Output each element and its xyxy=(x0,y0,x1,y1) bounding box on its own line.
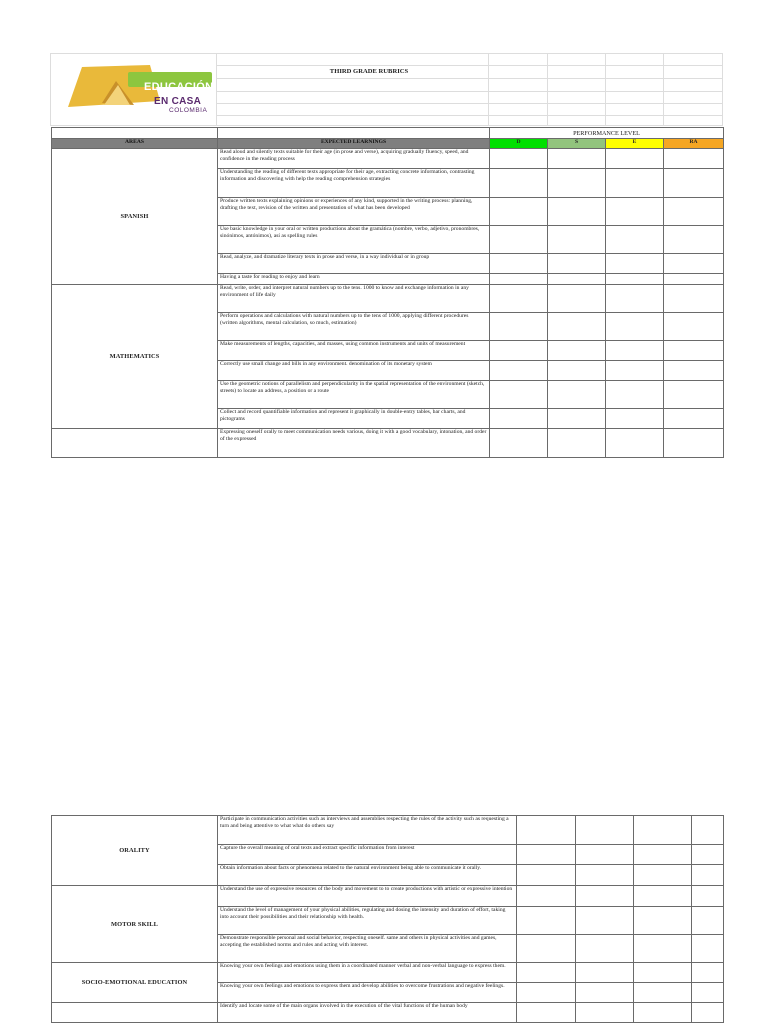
level-cell[interactable] xyxy=(548,169,606,198)
level-cell[interactable] xyxy=(517,886,576,907)
level-cell[interactable] xyxy=(606,341,664,361)
level-d-header: D xyxy=(490,139,548,149)
level-cell[interactable] xyxy=(664,285,724,313)
level-cell[interactable] xyxy=(664,361,724,381)
level-cell[interactable] xyxy=(664,429,724,458)
level-cell[interactable] xyxy=(548,429,606,458)
level-cell[interactable] xyxy=(692,983,724,1003)
level-cell[interactable] xyxy=(606,313,664,341)
level-cell[interactable] xyxy=(634,935,692,963)
level-cell[interactable] xyxy=(634,983,692,1003)
table-row xyxy=(52,963,724,983)
level-cell[interactable] xyxy=(490,381,548,409)
learning-cell: Identify and locate some of the main organs involved in the execution of the vital functions of the human body xyxy=(218,1003,517,1023)
area-mathematics: MATHEMATICS xyxy=(52,285,218,429)
table-row xyxy=(52,285,724,313)
level-cell[interactable] xyxy=(606,274,664,285)
level-cell[interactable] xyxy=(576,865,634,886)
performance-level-label: PERFORMANCE LEVEL xyxy=(490,128,724,139)
level-cell[interactable] xyxy=(548,361,606,381)
learning-cell: Knowing your own feelings and emotions using them in a coordinated manner verbal and non-verbal language to express them. xyxy=(218,963,517,983)
table-row xyxy=(52,886,724,907)
level-cell[interactable] xyxy=(664,274,724,285)
level-ra-header: RA xyxy=(664,139,724,149)
level-cell[interactable] xyxy=(692,963,724,983)
level-cell[interactable] xyxy=(634,865,692,886)
area-orality: ORALITY xyxy=(52,816,218,886)
learning-cell: Demonstrate responsible personal and social behavior, respecting oneself. same and others in physical activities and games, accepting the established norms and rules and acting with interest. xyxy=(218,935,517,963)
level-cell[interactable] xyxy=(548,274,606,285)
learning-cell: Use the geometric notions of parallelism and perpendicularity in the spatial representation of the environment (sketch, streets) to locate an address, a position or a route xyxy=(218,381,490,409)
level-cell[interactable] xyxy=(490,198,548,226)
rubric-table-1 xyxy=(51,127,724,458)
blank-cell xyxy=(52,128,218,139)
level-cell[interactable] xyxy=(517,907,576,935)
logo-line-1: EDUCACIÓN xyxy=(144,81,214,93)
area-motor-skill: MOTOR SKILL xyxy=(52,886,218,963)
level-cell[interactable] xyxy=(490,429,548,458)
level-cell[interactable] xyxy=(606,285,664,313)
area-blank xyxy=(52,429,218,458)
level-cell[interactable] xyxy=(548,254,606,274)
level-cell[interactable] xyxy=(548,226,606,254)
level-cell[interactable] xyxy=(576,983,634,1003)
table-row xyxy=(52,429,724,458)
level-cell[interactable] xyxy=(606,254,664,274)
level-cell[interactable] xyxy=(664,341,724,361)
level-cell[interactable] xyxy=(517,865,576,886)
level-cell[interactable] xyxy=(517,935,576,963)
learning-cell: Use basic knowledge in your oral or written productions about the gramática (nombre, verbo, adjetivo, pronombres, sinónimos, antónimos), así as spelling rules xyxy=(218,226,490,254)
learning-cell: Perform operations and calculations with natural numbers up to the tens of 1000, applying different procedures (written algorithms, mental calculation, so much, estimation) xyxy=(218,313,490,341)
rubric-table-2 xyxy=(51,815,724,1023)
level-cell[interactable] xyxy=(490,341,548,361)
learning-cell: Collect and record quantifiable information and represent it graphically in double-entry tables, bar charts, and pictograms xyxy=(218,409,490,429)
table-row xyxy=(52,816,724,845)
level-cell[interactable] xyxy=(606,149,664,169)
level-cell[interactable] xyxy=(576,845,634,865)
level-cell[interactable] xyxy=(664,313,724,341)
level-cell[interactable] xyxy=(692,845,724,865)
level-cell[interactable] xyxy=(548,381,606,409)
level-cell[interactable] xyxy=(606,429,664,458)
level-cell[interactable] xyxy=(490,254,548,274)
area-socio-emotional: SOCIO-EMOTIONAL EDUCATION xyxy=(52,963,218,1003)
level-cell[interactable] xyxy=(606,198,664,226)
logo-line-3: COLOMBIA xyxy=(169,107,208,114)
level-cell[interactable] xyxy=(692,886,724,907)
learning-cell: Read, write, order, and interpret natural numbers up to the tens. 1000 to know and exchange information in any environment of life daily xyxy=(218,285,490,313)
level-cell[interactable] xyxy=(664,409,724,429)
level-cell[interactable] xyxy=(606,169,664,198)
learning-cell: Understand the level of management of your physical abilities, regulating and dosing the intensity and duration of effort, taking into account their possibilities and their relationship with health. xyxy=(218,907,517,935)
level-cell[interactable] xyxy=(490,274,548,285)
level-cell[interactable] xyxy=(634,963,692,983)
level-cell[interactable] xyxy=(664,254,724,274)
level-cell[interactable] xyxy=(664,149,724,169)
learning-cell: Correctly use small change and bills in any environment. denomination of its monetary system xyxy=(218,361,490,381)
logo-line-2: EN CASA xyxy=(154,96,202,107)
blank-cell xyxy=(218,128,490,139)
level-cell[interactable] xyxy=(692,865,724,886)
level-cell[interactable] xyxy=(490,313,548,341)
level-cell[interactable] xyxy=(576,816,634,845)
level-cell[interactable] xyxy=(517,816,576,845)
performance-header-row xyxy=(52,128,724,139)
level-cell[interactable] xyxy=(576,886,634,907)
level-cell[interactable] xyxy=(634,886,692,907)
level-cell[interactable] xyxy=(664,169,724,198)
level-cell[interactable] xyxy=(490,409,548,429)
level-s-header: S xyxy=(548,139,606,149)
learning-cell: Obtain information about facts or phenomena related to the natural environment being able to communicate it orally. xyxy=(218,865,517,886)
level-cell[interactable] xyxy=(634,845,692,865)
level-cell[interactable] xyxy=(490,149,548,169)
column-header-row xyxy=(52,139,724,149)
table-row xyxy=(52,149,724,169)
level-cell[interactable] xyxy=(692,935,724,963)
areas-column-header: AREAS xyxy=(52,139,218,149)
level-cell[interactable] xyxy=(634,907,692,935)
area-blank xyxy=(52,1003,218,1023)
rubric-header xyxy=(50,53,723,126)
level-cell[interactable] xyxy=(576,963,634,983)
level-cell[interactable] xyxy=(606,226,664,254)
table-row xyxy=(52,1003,724,1023)
level-cell[interactable] xyxy=(664,381,724,409)
level-cell[interactable] xyxy=(606,381,664,409)
learning-cell: Having a taste for reading to enjoy and learn xyxy=(218,274,490,285)
learning-cell: Participate in communication activities such as interviews and assemblies respecting the rules of the activity such as requesting a turn and being attentive to what what do others say xyxy=(218,816,517,845)
level-cell[interactable] xyxy=(517,845,576,865)
level-cell[interactable] xyxy=(692,816,724,845)
learnings-column-header: EXPECTED LEARNINGS xyxy=(218,139,490,149)
level-cell[interactable] xyxy=(548,198,606,226)
level-cell[interactable] xyxy=(548,409,606,429)
area-spanish: SPANISH xyxy=(52,149,218,285)
level-cell[interactable] xyxy=(692,907,724,935)
level-cell[interactable] xyxy=(548,313,606,341)
level-cell[interactable] xyxy=(576,1003,634,1023)
level-cell[interactable] xyxy=(634,816,692,845)
level-cell[interactable] xyxy=(576,907,634,935)
learning-cell: Capture the overall meaning of oral texts and extract specific information from interest xyxy=(218,845,517,865)
level-cell[interactable] xyxy=(606,409,664,429)
page-title: THIRD GRADE RUBRICS xyxy=(329,68,409,75)
learning-cell: Make measurements of lengths, capacities, and masses, using common instruments and units of measurement xyxy=(218,341,490,361)
learning-cell: Knowing your own feelings and emotions to express them and develop abilities to overcome frustrations and negative feelings. xyxy=(218,983,517,1003)
level-cell[interactable] xyxy=(606,361,664,381)
level-cell[interactable] xyxy=(576,935,634,963)
level-cell[interactable] xyxy=(490,361,548,381)
level-cell[interactable] xyxy=(548,341,606,361)
level-cell[interactable] xyxy=(490,285,548,313)
educacion-en-casa-logo xyxy=(64,63,214,114)
level-cell[interactable] xyxy=(664,226,724,254)
learning-cell: Produce written texts explaining opinions or experiences of any kind, supported in the writing process: planning, drafting the text, revision of the written and presentation of what has been developed xyxy=(218,198,490,226)
learning-cell: Understanding the reading of different texts appropriate for their age, extracting concrete information, contrasting information and discovering with help the reading comprehension strategies xyxy=(218,169,490,198)
level-cell[interactable] xyxy=(634,1003,692,1023)
level-e-header: E xyxy=(606,139,664,149)
level-cell[interactable] xyxy=(692,1003,724,1023)
learning-cell: Expressing oneself orally to meet communication needs various, doing it with a good vocabulary, intonation, and order of the expressed xyxy=(218,429,490,458)
level-cell[interactable] xyxy=(517,1003,576,1023)
level-cell[interactable] xyxy=(548,149,606,169)
level-cell[interactable] xyxy=(548,285,606,313)
learning-cell: Read, analyze, and dramatize literary texts in prose and verse, in a way individual or in group xyxy=(218,254,490,274)
level-cell[interactable] xyxy=(517,983,576,1003)
learning-cell: Read aloud and silently texts suitable for their age (in prose and verse), acquiring gradually fluency, speed, and confidence in the reading process xyxy=(218,149,490,169)
level-cell[interactable] xyxy=(664,198,724,226)
learning-cell: Understand the use of expressive resources of the body and movement to to create productions with artistic or expressive intention xyxy=(218,886,517,907)
level-cell[interactable] xyxy=(517,963,576,983)
level-cell[interactable] xyxy=(490,226,548,254)
level-cell[interactable] xyxy=(490,169,548,198)
